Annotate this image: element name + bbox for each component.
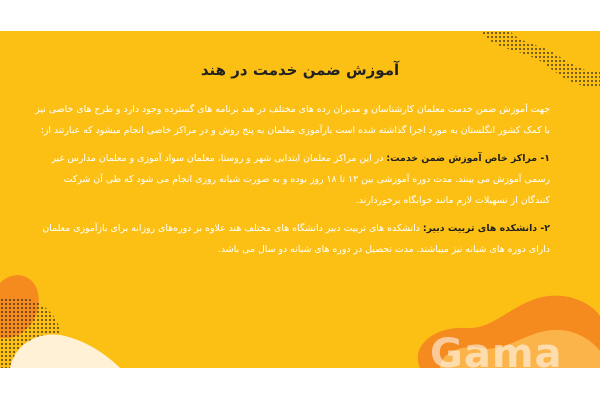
- list-item: [34, 148, 550, 211]
- intro-paragraph: جهت آموزش ضمن خدمت معلمان کارشناسان و مدیران رده های مختلف در هند برنامه های گسترده وجود دارد و طرح های خاصی نیز با کمک کشور انگلستان به مورد اجرا گذاشته شده است بازآموزی معلمان به پنج روش و در مراکز خاصی انجام میشود که عبارتند از:: [35, 104, 550, 136]
- list-item: [34, 218, 550, 260]
- item-text: دانشکده های تربیت دبیر دانشگاه های مختلف هند علاوه بر دوره‌های روزانه برای بازآموزی معلمان دارای دوره های شبانه نیز میباشند. مدت تحصیل در دوره های شبانه دو سال می باشد.: [42, 223, 550, 255]
- item-heading: ۱- مراکز خاص آموزش ضمن خدمت:: [386, 153, 550, 164]
- item-text: در این مراکز معلمان ابتدایی شهر و روستا، معلمان سواد آموزی و معلمان مدارس غیر رسمی آموزش می بینند. مدت دوره آموزشی بین ۱۲ تا ۱۸ روز بوده و به صورت شبانه روزی انجام می شود که طی آن شرکت کنندگان از تسهیلات لازم مانند خوابگاه برخوردارند.: [51, 153, 550, 206]
- item-heading: ۲- دانشکده های تربیت دبیر:: [422, 223, 550, 234]
- bottom-left-decoration: [0, 258, 140, 368]
- slide-title: آموزش ضمن خدمت در هند: [200, 61, 400, 79]
- slide-content: [34, 99, 550, 267]
- slide: [0, 31, 600, 368]
- watermark-logo: Gama: [430, 331, 563, 368]
